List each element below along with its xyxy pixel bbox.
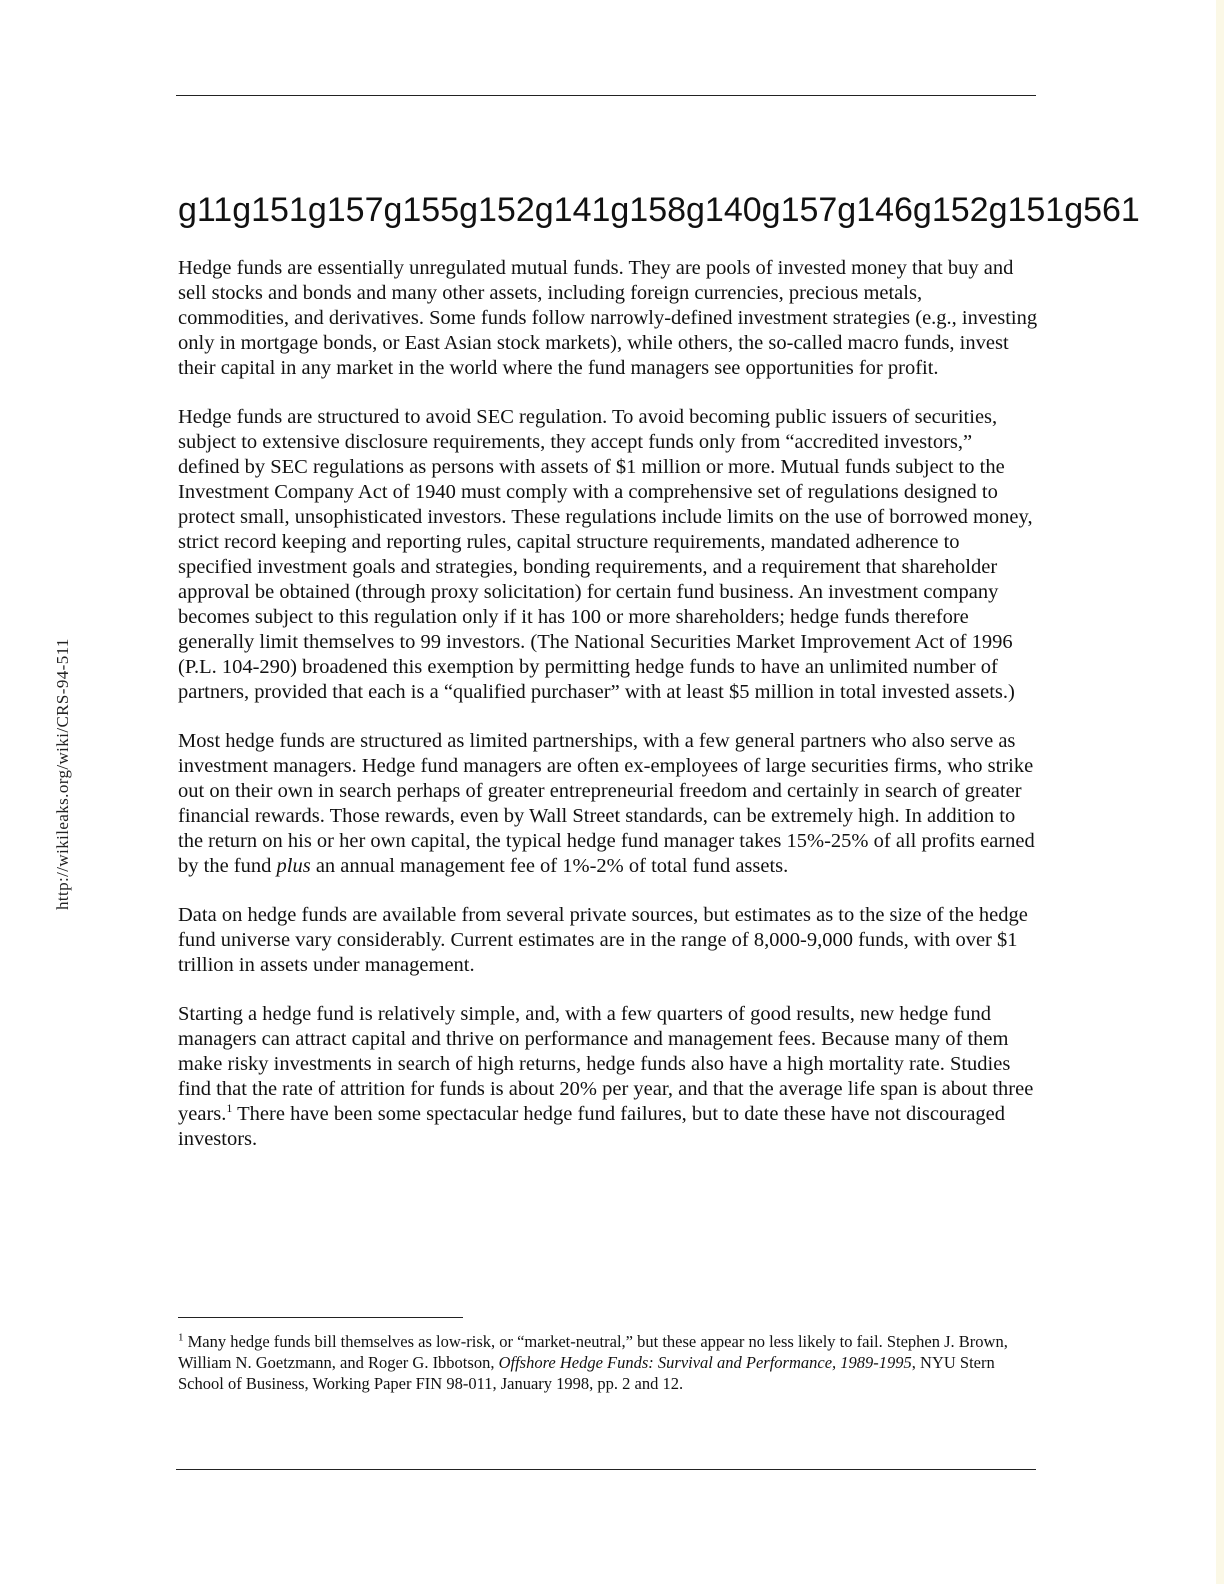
paragraph-1: Hedge funds are essentially unregulated mutual funds. They are pools of invested money that buy and sell stocks and bonds and many other assets, including foreign currencies, precious metals, commodities, and derivatives. Some funds follow narrowly-defined investment strategies (e.g., investing only in mortgage bonds, or East Asian stock markets), while others, the so-called macro funds, invest their capital in any market in the world where the fund managers see opportunities for profit. bbox=[178, 257, 1038, 379]
paragraph-5 bbox=[178, 1002, 1038, 1152]
paragraph-3-text-b: an annual management fee of 1%-2% of total fund assets. bbox=[310, 855, 789, 877]
paragraph-3-emphasis: plus bbox=[276, 855, 311, 877]
footnote-text-b: , NYU Stern School of Business, Working Paper FIN 98-011, January 1998, pp. 2 and 12. bbox=[178, 1353, 995, 1393]
footnote-reference[interactable]: 1 bbox=[226, 1101, 233, 1116]
page-edge bbox=[1216, 0, 1224, 1584]
body-text bbox=[178, 256, 1038, 1176]
paragraph-5-text-b: There have been some spectacular hedge fund failures, but to date these have not discouraged investors. bbox=[178, 1103, 1006, 1150]
footnote-marker: 1 bbox=[178, 1331, 184, 1344]
footnote-text-a: Many hedge funds bill themselves as low-risk, or “market-neutral,” but these appear no less likely to fail. Stephen J. Brown, William N. Goetzmann, and Roger G. Ibbotson, bbox=[178, 1332, 1008, 1372]
paragraph-4: Data on hedge funds are available from several private sources, but estimates as to the size of the hedge fund universe vary considerably. Current estimates are in the range of 8,000-9,000 funds, with over $1 trillion in assets under management. bbox=[178, 904, 1028, 976]
page-heading: g11g151g157g155g152g141g158g140g157g146g152g151g561 bbox=[178, 191, 1140, 229]
footer-rule bbox=[176, 1469, 1036, 1470]
footnote-citation-title: Offshore Hedge Funds: Survival and Performance, 1989-1995 bbox=[498, 1353, 912, 1372]
footnote-separator bbox=[178, 1317, 463, 1318]
paragraph-5-text-a: Starting a hedge fund is relatively simple, and, with a few quarters of good results, new hedge fund managers can attract capital and thrive on performance and management fees. Because many of them make risky investments in search of high returns, hedge funds also have a high mortality rate. Studies find that the rate of attrition for funds is about 20% per year, and that the average life span is about three years. bbox=[178, 1003, 1034, 1125]
paragraph-3-text-a: Most hedge funds are structured as limited partnerships, with a few general partners who also serve as investment managers. Hedge fund managers are often ex-employees of large securities firms, who strike out on their own in search perhaps of greater entrepreneurial freedom and certainly in search of greater financial rewards. Those rewards, even by Wall Street standards, can be extremely high. In addition to the return on his or her own capital, the typical hedge fund manager takes 15%-25% of all profits earned by the fund bbox=[178, 730, 1035, 877]
header-rule bbox=[176, 95, 1036, 96]
side-watermark-url: http://wikileaks.org/wiki/CRS-94-511 bbox=[53, 638, 72, 910]
footnote-1 bbox=[178, 1331, 1028, 1394]
paragraph-2: Hedge funds are structured to avoid SEC regulation. To avoid becoming public issuers of securities, subject to extensive disclosure requirements, they accept funds only from “accredited investors,” defined by SEC regulations as persons with assets of $1 million or more. Mutual funds subject to the Investment Company Act of 1940 must comply with a comprehensive set of regulations designed to protect small, unsophisticated investors. These regulations include limits on the use of borrowed money, strict record keeping and reporting rules, capital structure requirements, mandated adherence to specified investment goals and strategies, bonding requirements, and a requirement that shareholder approval be obtained (through proxy solicitation) for certain fund business. An investment company becomes subject to this regulation only if it has 100 or more shareholders; hedge funds therefore generally limit themselves to 99 investors. (The National Securities Market Improvement Act of 1996 (P.L. 104-290) broadened this exemption by permitting hedge funds to have an unlimited number of partners, provided that each is a “qualified purchaser” with at least $5 million in total invested assets.) bbox=[178, 406, 1033, 703]
paragraph-3 bbox=[178, 729, 1038, 879]
